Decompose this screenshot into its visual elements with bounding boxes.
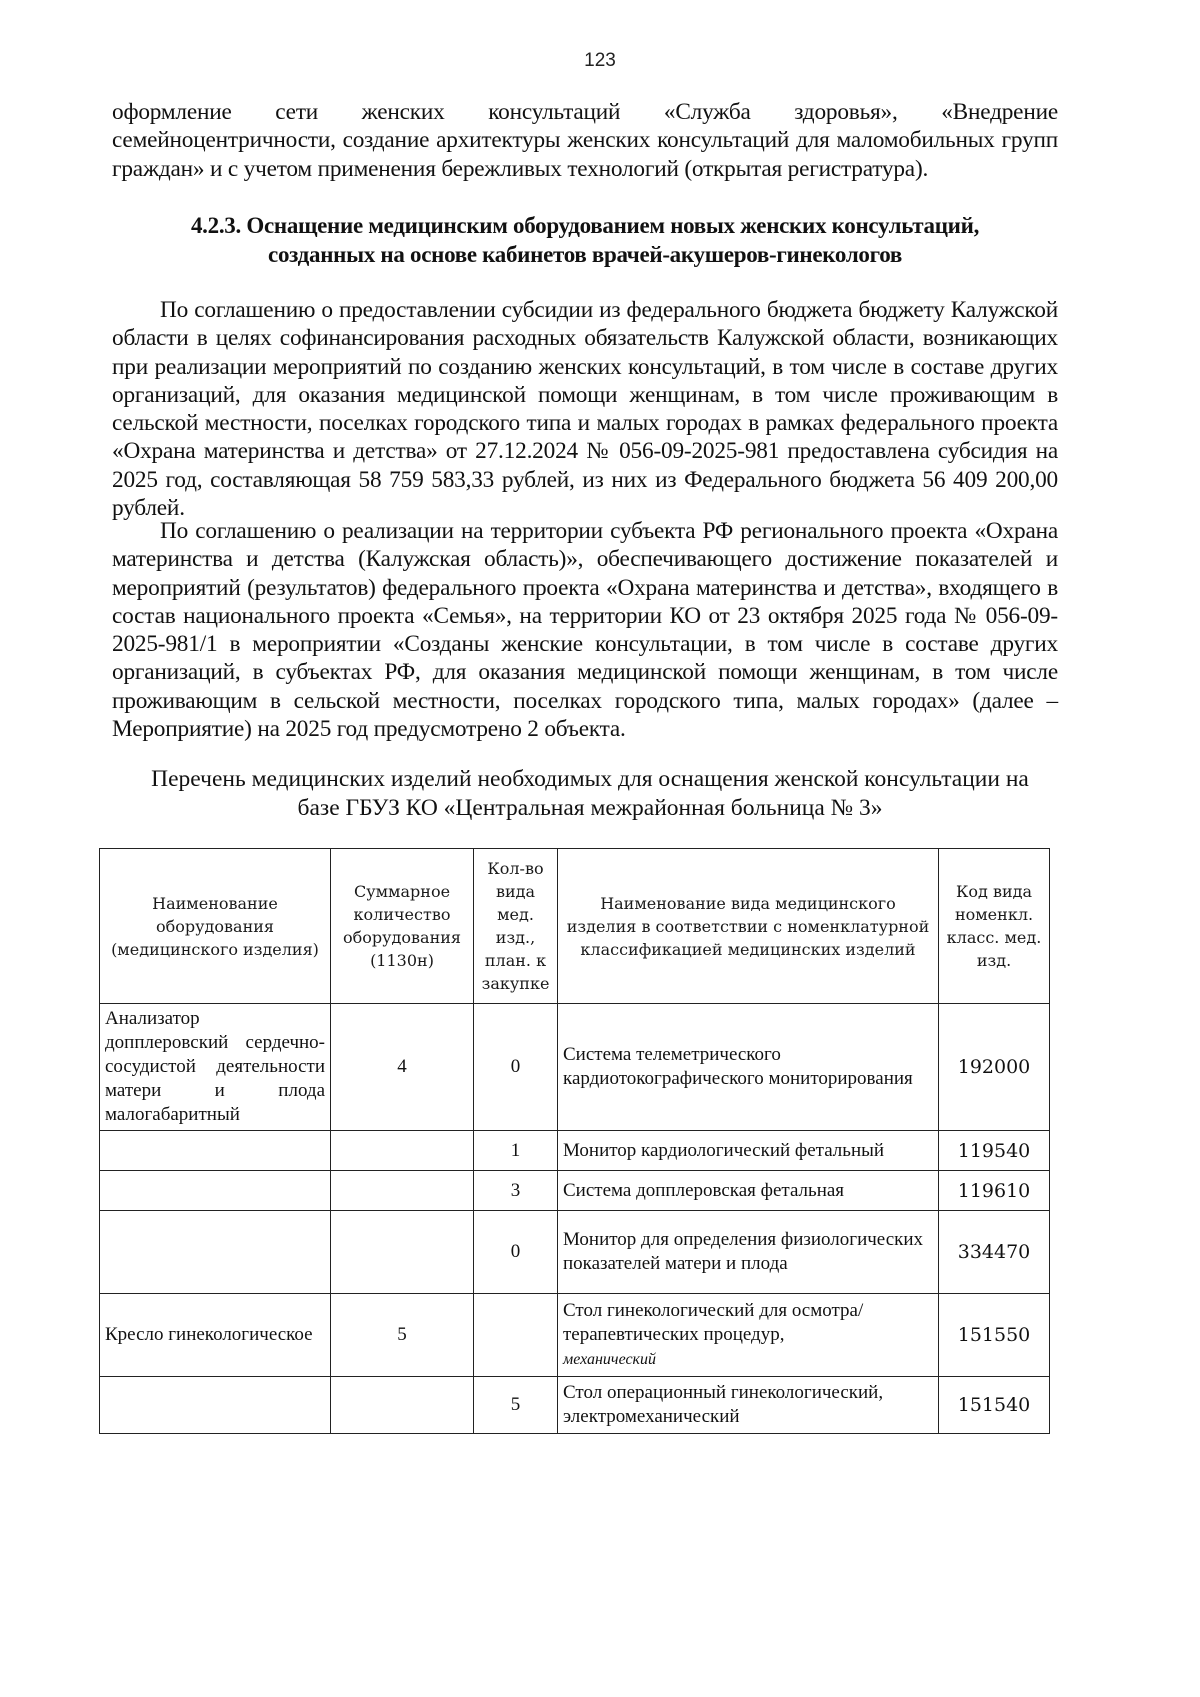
table-row bbox=[100, 1171, 1050, 1211]
cell-equipment: Кресло гинекологическое bbox=[100, 1294, 331, 1377]
cell-code: 151540 bbox=[939, 1377, 1050, 1434]
cell-total: 5 bbox=[331, 1294, 474, 1377]
intro-paragraph: оформление сети женских консультаций «Служба здоровья», «Внедрение семейноцентричности, создание архитектуры женских консультаций для маломобильных групп граждан» и с учетом применения бережливых технологий (открытая регистратура). bbox=[112, 99, 1058, 182]
cell-equipment bbox=[100, 1377, 331, 1434]
cell-type-name: Система телеметрического кардиотокографического мониторирования bbox=[558, 1004, 939, 1131]
paragraph-subsidy: По соглашению о предоставлении субсидии из федерального бюджета бюджету Калужской области в целях софинансирования расходных обязательств Калужской области, возникающих при реализации мероприятий по созданию женских консультаций, в том числе в составе других организаций, для оказания медицинской помощи женщинам, в том числе проживающим в сельской местности, поселках городского типа и малых городах в рамках федерального проекта «Охрана материнства и детства» от 27.12.2024 № 056-09-2025-981 предоставлена субсидия на 2025 год, составляющая 58 759 583,33 рублей, из них из Федерального бюджета 56 409 200,00 рублей. bbox=[112, 297, 1058, 522]
cell-planned: 3 bbox=[474, 1171, 558, 1211]
cell-equipment: Анализатор допплеровский сердечно- сосудистой деятельности матери и плода малогабаритный bbox=[100, 1004, 331, 1131]
table-header-row bbox=[100, 849, 1050, 1004]
cell-type-name-main: Стол гинекологический для осмотра/терапевтических процедур, bbox=[563, 1299, 864, 1345]
table-row bbox=[100, 1294, 1050, 1377]
table-caption bbox=[100, 765, 1080, 823]
cell-code: 334470 bbox=[939, 1211, 1050, 1294]
header-planned-quantity: Кол-во вида мед. изд., план. к закупке bbox=[474, 849, 558, 1004]
section-heading-line-2: созданных на основе кабинетов врачей-акушеров-гинекологов bbox=[268, 242, 902, 267]
cell-code: 119610 bbox=[939, 1171, 1050, 1211]
header-total-quantity: Суммарное количество оборудования (1130н) bbox=[331, 849, 474, 1004]
cell-planned bbox=[474, 1294, 558, 1377]
cell-total: 4 bbox=[331, 1004, 474, 1131]
equipment-table bbox=[99, 848, 1050, 1434]
cell-type-name: Стол операционный гинекологический, электромеханический bbox=[558, 1377, 939, 1434]
cell-planned: 0 bbox=[474, 1211, 558, 1294]
cell-planned: 1 bbox=[474, 1131, 558, 1171]
table-caption-line-1: Перечень медицинских изделий необходимых для оснащения женской консультации на bbox=[151, 766, 1029, 792]
table-caption-line-2: базе ГБУЗ КО «Центральная межрайонная больница № 3» bbox=[297, 795, 883, 821]
cell-code: 151550 bbox=[939, 1294, 1050, 1377]
cell-equipment bbox=[100, 1171, 331, 1211]
cell-type-name bbox=[558, 1294, 939, 1377]
cell-planned: 0 bbox=[474, 1004, 558, 1131]
cell-total bbox=[331, 1377, 474, 1434]
page-number: 123 bbox=[584, 50, 616, 71]
table-row bbox=[100, 1211, 1050, 1294]
header-device-type-name: Наименование вида медицинского изделия в соответствии с номенклатурной классификацией медицинских изделий bbox=[558, 849, 939, 1004]
section-heading bbox=[112, 211, 1058, 269]
header-nomenclature-code: Код вида номенкл. класс. мед. изд. bbox=[939, 849, 1050, 1004]
cell-total bbox=[331, 1171, 474, 1211]
cell-type-name: Монитор кардиологический фетальный bbox=[558, 1131, 939, 1171]
table-row bbox=[100, 1004, 1050, 1131]
cell-equipment bbox=[100, 1131, 331, 1171]
cell-type-name: Монитор для определения физиологических показателей матери и плода bbox=[558, 1211, 939, 1294]
cell-equipment bbox=[100, 1211, 331, 1294]
section-heading-line-1: 4.2.3. Оснащение медицинским оборудованием новых женских консультаций, bbox=[190, 213, 980, 238]
cell-type-name-suffix: механический bbox=[563, 1350, 657, 1368]
cell-code: 119540 bbox=[939, 1131, 1050, 1171]
cell-code: 192000 bbox=[939, 1004, 1050, 1131]
table-row bbox=[100, 1377, 1050, 1434]
header-equipment-name: Наименование оборудования (медицинского изделия) bbox=[100, 849, 331, 1004]
table-row bbox=[100, 1131, 1050, 1171]
cell-total bbox=[331, 1131, 474, 1171]
cell-total bbox=[331, 1211, 474, 1294]
cell-type-name: Система допплеровская фетальная bbox=[558, 1171, 939, 1211]
cell-planned: 5 bbox=[474, 1377, 558, 1434]
paragraph-regional-project: По соглашению о реализации на территории субъекта РФ регионального проекта «Охрана материнства и детства (Калужская область)», обеспечивающего достижение показателей и мероприятий (результатов) федерального проекта «Охрана материнства и детства», входящего в состав национального проекта «Семья», на территории КО от 23 октября 2025 года № 056-09-2025-981/1 в мероприятии «Созданы женские консультации, в том числе в составе других организаций, в субъектах РФ, для оказания медицинской помощи женщинам, в том числе проживающим в сельской местности, поселках городского типа, малых городах» (далее – Мероприятие) на 2025 год предусмотрено 2 объекта. bbox=[112, 518, 1058, 743]
